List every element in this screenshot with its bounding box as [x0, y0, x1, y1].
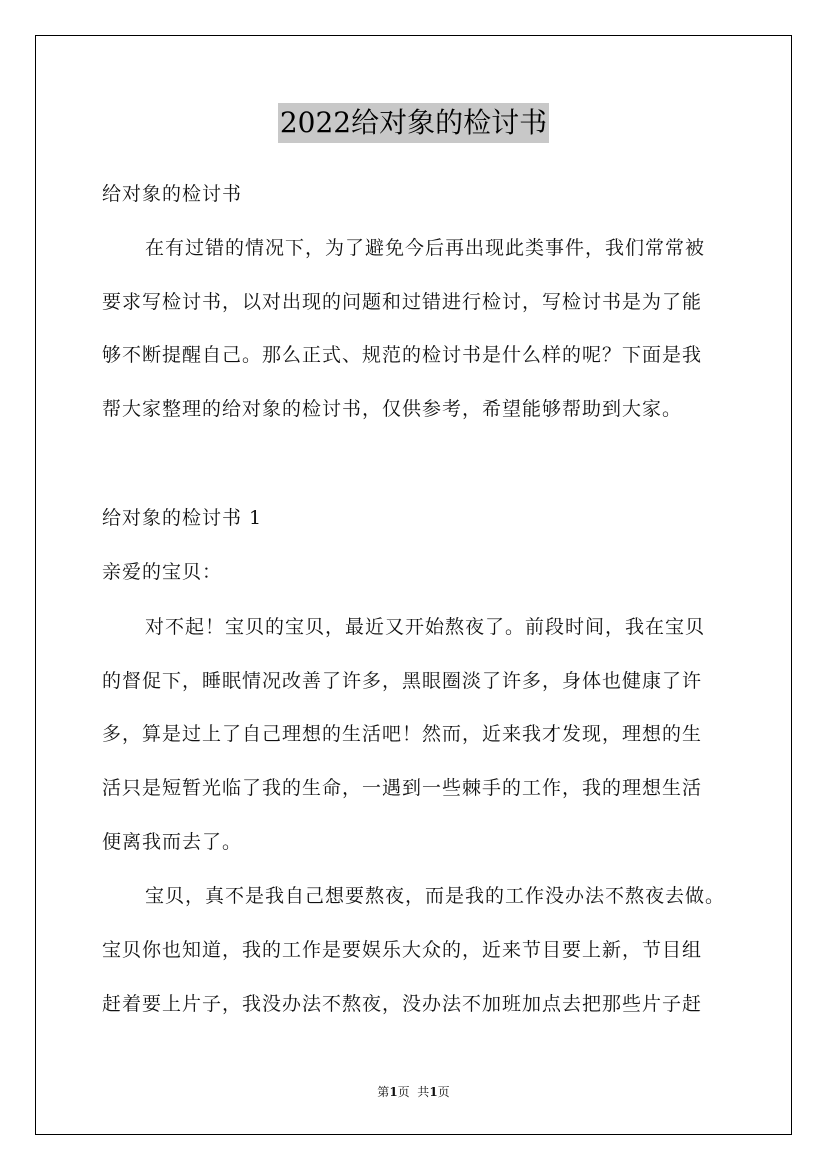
- intro-line-3: 够不断提醒自己。那么正式、规范的检讨书是什么样的呢？下面是我: [102, 344, 703, 366]
- para1-line-1: 对不起！宝贝的宝贝，最近又开始熬夜了。前段时间，我在宝贝: [145, 616, 706, 638]
- para2-line-1: 宝贝，真不是我自己想要熬夜，而是我的工作没办法不熬夜去做。: [145, 885, 726, 907]
- section-title: 给对象的检讨书 1: [102, 507, 263, 529]
- greeting: 亲爱的宝贝：: [102, 561, 223, 583]
- intro-line-4: 帮大家整理的给对象的检讨书，仅供参考，希望能够帮助到大家。: [102, 398, 683, 420]
- para2-line-3: 赶着要上片子，我没办法不熬夜，没办法不加班加点去把那些片子赶: [102, 993, 703, 1015]
- para1-line-5: 便离我而去了。: [102, 831, 243, 853]
- footer-prefix: 第: [377, 1085, 390, 1099]
- footer-mid: 页 共: [397, 1085, 430, 1099]
- para1-line-2: 的督促下，睡眠情况改善了许多，黑眼圈淡了许多，身体也健康了许: [102, 670, 703, 692]
- para1-line-3: 多，算是过上了自己理想的生活吧！然而，近来我才发现，理想的生: [102, 723, 703, 745]
- intro-line-2: 要求写检讨书，以对出现的问题和过错进行检讨，写检讨书是为了能: [102, 291, 703, 313]
- footer-page-number: 1: [389, 1085, 398, 1099]
- page-footer: [0, 1084, 827, 1100]
- document-title-text: 2022给对象的检讨书: [278, 103, 549, 143]
- footer-suffix: 页: [437, 1085, 450, 1099]
- footer-page-total: 1: [429, 1085, 438, 1099]
- para1-line-4: 活只是短暂光临了我的生命，一遇到一些棘手的工作，我的理想生活: [102, 777, 703, 799]
- document-title: [0, 103, 827, 143]
- subtitle: 给对象的检讨书: [102, 183, 243, 205]
- intro-line-1: 在有过错的情况下，为了避免今后再出现此类事件，我们常常被: [145, 237, 706, 259]
- para2-line-2: 宝贝你也知道，我的工作是要娱乐大众的，近来节目要上新，节目组: [102, 939, 703, 961]
